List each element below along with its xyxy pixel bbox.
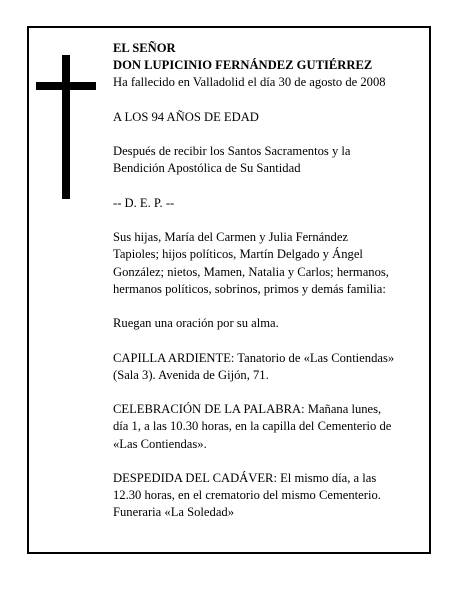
- death-statement: Ha fallecido en Valladolid el día 30 de agosto de 2008: [113, 75, 386, 90]
- cross-horizontal-bar: [36, 82, 96, 90]
- family-statement: [113, 229, 428, 298]
- age-statement: [113, 109, 428, 126]
- ceremony-line-3: «Las Contiendas».: [113, 436, 207, 451]
- deceased-name: DON LUPICINIO FERNÁNDEZ GUTIÉRREZ: [113, 58, 373, 73]
- family-line-3: González; nietos, Mamen, Natalia y Carlos; hermanos,: [113, 264, 389, 279]
- ceremony-details: [113, 401, 428, 453]
- farewell-line-1: DESPEDIDA DEL CADÁVER: El mismo día, a las: [113, 470, 377, 485]
- cross-vertical-bar: [62, 55, 70, 199]
- family-line-1: Sus hijas, María del Carmen y Julia Fernández: [113, 230, 349, 245]
- rip-statement: [113, 195, 428, 212]
- sacraments-statement: [113, 143, 428, 177]
- farewell-line-2: 12.30 horas, en el crematorio del mismo Cementerio.: [113, 488, 381, 503]
- prayer-line: Ruegan una oración por su alma.: [113, 316, 279, 331]
- sacraments-line-1: Después de recibir los Santos Sacramentos y la: [113, 144, 351, 159]
- family-line-2: Tapioles; hijos políticos, Martín Delgado y Ángel: [113, 247, 363, 262]
- family-line-4: hermanos políticos, sobrinos, primos y demás familia:: [113, 281, 386, 296]
- chapel-details: [113, 350, 428, 384]
- farewell-details: [113, 470, 428, 522]
- ceremony-line-1: CELEBRACIÓN DE LA PALABRA: Mañana lunes,: [113, 402, 382, 417]
- prayer-request: [113, 315, 428, 332]
- title-line: EL SEÑOR: [113, 41, 176, 55]
- rip-line: -- D. E. P. --: [113, 195, 175, 210]
- deceased-header: [113, 40, 428, 92]
- funeral-home-line: Funeraria «La Soledad»: [113, 505, 234, 520]
- age-line: A LOS 94 AÑOS DE EDAD: [113, 109, 259, 124]
- obituary-text: [113, 40, 428, 539]
- chapel-line-2: (Sala 3). Avenida de Gijón, 71.: [113, 367, 269, 382]
- ceremony-line-2: día 1, a las 10.30 horas, en la capilla del Cementerio de: [113, 419, 392, 434]
- sacraments-line-2: Bendición Apostólica de Su Santidad: [113, 161, 301, 176]
- chapel-line-1: CAPILLA ARDIENTE: Tanatorio de «Las Contiendas»: [113, 350, 395, 365]
